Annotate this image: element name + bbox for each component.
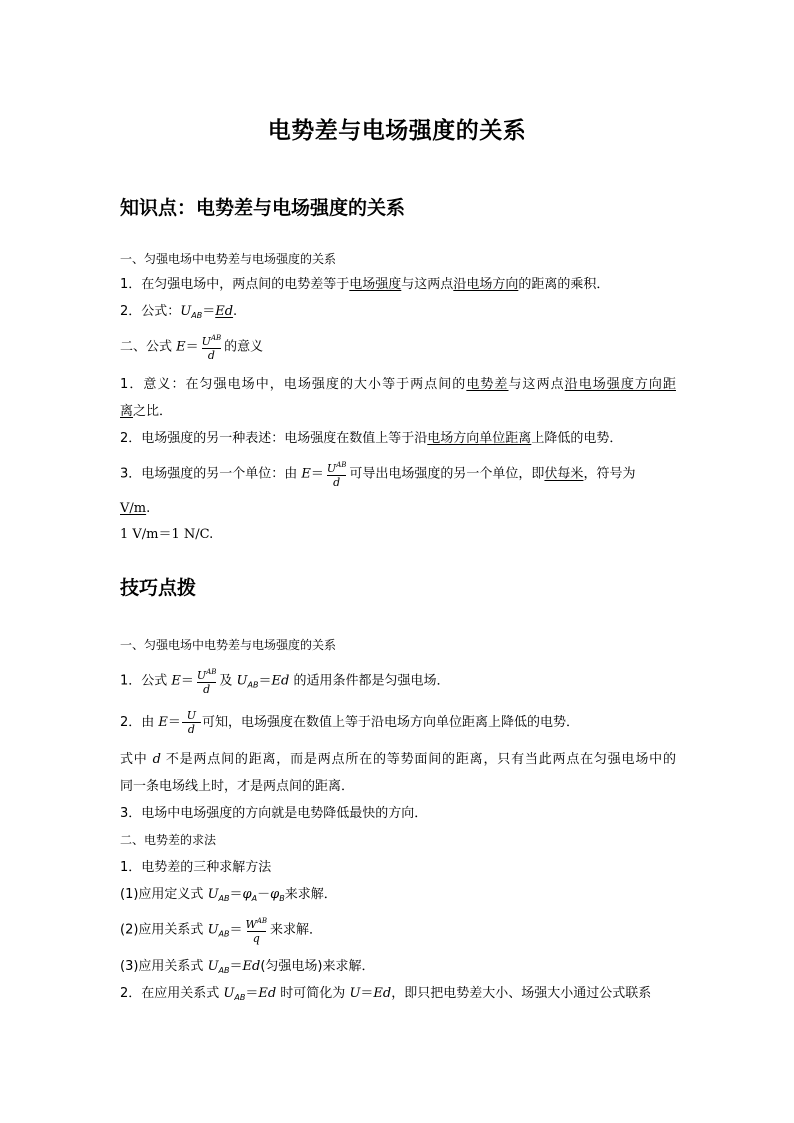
paragraph: 1．电势差的三种求解方法 bbox=[120, 860, 272, 875]
fraction: $\frac{W^{AB}}{q}$ bbox=[245, 917, 268, 945]
paragraph: 1．在匀强电场中，两点间的电势差等于电场强度与这两点沿电场方向的距离的乘积． bbox=[120, 277, 610, 292]
paragraph: 1．意义：在匀强电场中，电场强度的大小等于两点间的电势差与这两点沿电场强度方向距 bbox=[120, 377, 676, 392]
paragraph: 2．在应用关系式 $U_{AB}=Ed$ 时可简化为 U＝Ed，即只把电势差大小、场强大小通过公式联系 bbox=[120, 986, 652, 1002]
paragraph: (1)应用定义式 $U_{AB}=\varphi_A-\varphi_B$来求解． bbox=[120, 887, 337, 903]
fraction: $\frac{U}{d}$ bbox=[182, 709, 201, 736]
fraction: $\frac{U^{AB}}{d}$ bbox=[326, 461, 347, 489]
paragraph: 3．电场强度的另一个单位：由 E＝ $\frac{U^{AB}}{d}$ 可导出电场强度的另一个单位，即伏每米，符号为 bbox=[120, 461, 636, 489]
paragraph: 2．由 E＝ $\frac{U}{d}$ 可知，电场强度在数值上等于沿电场方向单位距离上降低的电势． bbox=[120, 709, 579, 736]
section-heading-knowledge: 知识点：电势差与电场强度的关系 bbox=[120, 197, 406, 219]
subsection-heading: 二、电势差的求法 bbox=[120, 833, 217, 847]
paragraph: 3．电场中电场强度的方向就是电势降低最快的方向． bbox=[120, 806, 428, 821]
paragraph: 2．电场强度的另一种表述：电场强度在数值上等于沿电场方向单位距离上降低的电势． bbox=[120, 431, 623, 446]
paragraph: (3)应用关系式 $U_{AB}=Ed$(匀强电场)来求解． bbox=[120, 959, 375, 975]
subsection-heading: 一、匀强电场中电势差与电场强度的关系 bbox=[120, 252, 337, 266]
subsection-heading: 一、匀强电场中电势差与电场强度的关系 bbox=[120, 638, 337, 652]
paragraph-continued: 离之比． bbox=[120, 404, 173, 419]
fraction: $\frac{U^{AB}}{d}$ bbox=[201, 334, 222, 362]
section-heading-tips: 技巧点拨 bbox=[120, 577, 197, 599]
fraction: $\frac{U^{AB}}{d}$ bbox=[196, 668, 217, 696]
page-title: 电势差与电场强度的关系 bbox=[267, 118, 527, 144]
paragraph: 1．公式 E＝ $\frac{U^{AB}}{d}$ 及 $U_{AB}=Ed$ 的适用条件都是匀强电场． bbox=[120, 668, 450, 696]
paragraph-continued: 同一条电场线上时，才是两点间的距离． bbox=[120, 779, 355, 794]
subsection-heading-formula: 二、公式 E＝ $\frac{U^{AB}}{d}$ 的意义 bbox=[120, 334, 264, 362]
paragraph-continued: V/m. bbox=[120, 501, 151, 516]
paragraph: 式中 d 不是两点间的距离，而是两点所在的等势面间的距离，只有当此两点在匀强电场中的 bbox=[120, 752, 676, 767]
paragraph: (2)应用关系式 $U_{AB}=$ $\frac{W^{AB}}{q}$ 来求解． bbox=[120, 917, 323, 945]
paragraph: 1 V/m＝1 N/C. bbox=[120, 527, 214, 542]
formula-line: 2．公式：$U_{AB}=Ed$. bbox=[120, 304, 238, 320]
